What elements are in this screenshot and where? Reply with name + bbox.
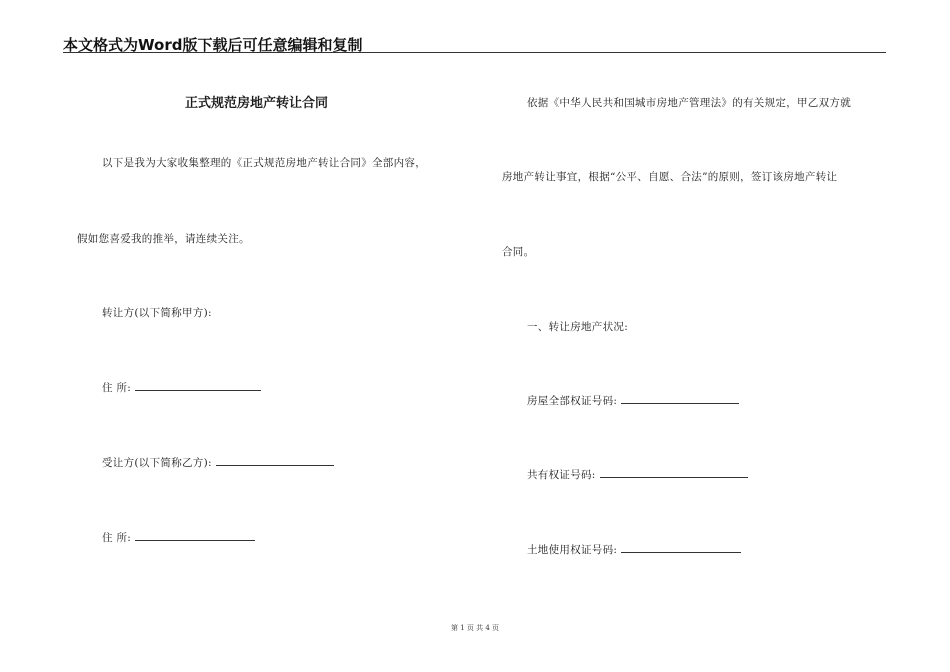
- section-1-title: 一、转让房地产状况:: [527, 321, 629, 333]
- transferee-blank: [216, 455, 334, 466]
- para-line-2: 房地产转让事宜，根据“公平、自愿、合法”的原则，签订该房地产转让: [502, 171, 838, 183]
- para-line-3: 合同。: [502, 246, 535, 258]
- para-line-1: 依据《中华人民共和国城市房地产管理法》的有关规定，甲乙双方就: [527, 97, 851, 109]
- document-title: 正式规范房地产转让合同: [185, 96, 329, 111]
- intro-line-1: 以下是我为大家收集整理的《正式规范房地产转让合同》全部内容，: [102, 157, 426, 169]
- address-field-1: [102, 380, 261, 395]
- address-label-1: 住 所:: [102, 382, 132, 394]
- house-cert-label: 房屋全部权证号码:: [527, 395, 618, 407]
- header-divider: [63, 52, 886, 53]
- transferee-field: [102, 455, 334, 470]
- transferee-label: 受让方(以下简称乙方):: [102, 457, 212, 469]
- address-blank-2: [135, 530, 255, 541]
- house-cert-field: [527, 393, 739, 408]
- address-label-2: 住 所:: [102, 532, 132, 544]
- shared-cert-blank: [600, 467, 748, 478]
- page-footer: 第 1 页 共 4 页: [450, 624, 500, 632]
- land-cert-label: 土地使用权证号码:: [527, 544, 618, 556]
- shared-cert-field: [527, 467, 748, 482]
- land-cert-field: [527, 542, 741, 557]
- shared-cert-label: 共有权证号码:: [527, 469, 596, 481]
- land-cert-blank: [621, 542, 741, 553]
- transferor-label: 转让方(以下简称甲方):: [102, 307, 212, 319]
- house-cert-blank: [621, 393, 739, 404]
- address-blank-1: [135, 380, 261, 391]
- intro-line-2: 假如您喜爱我的推举，请连续关注。: [77, 233, 250, 245]
- address-field-2: [102, 530, 255, 545]
- page-header: 本文格式为Word版下载后可任意编辑和复制: [63, 36, 363, 54]
